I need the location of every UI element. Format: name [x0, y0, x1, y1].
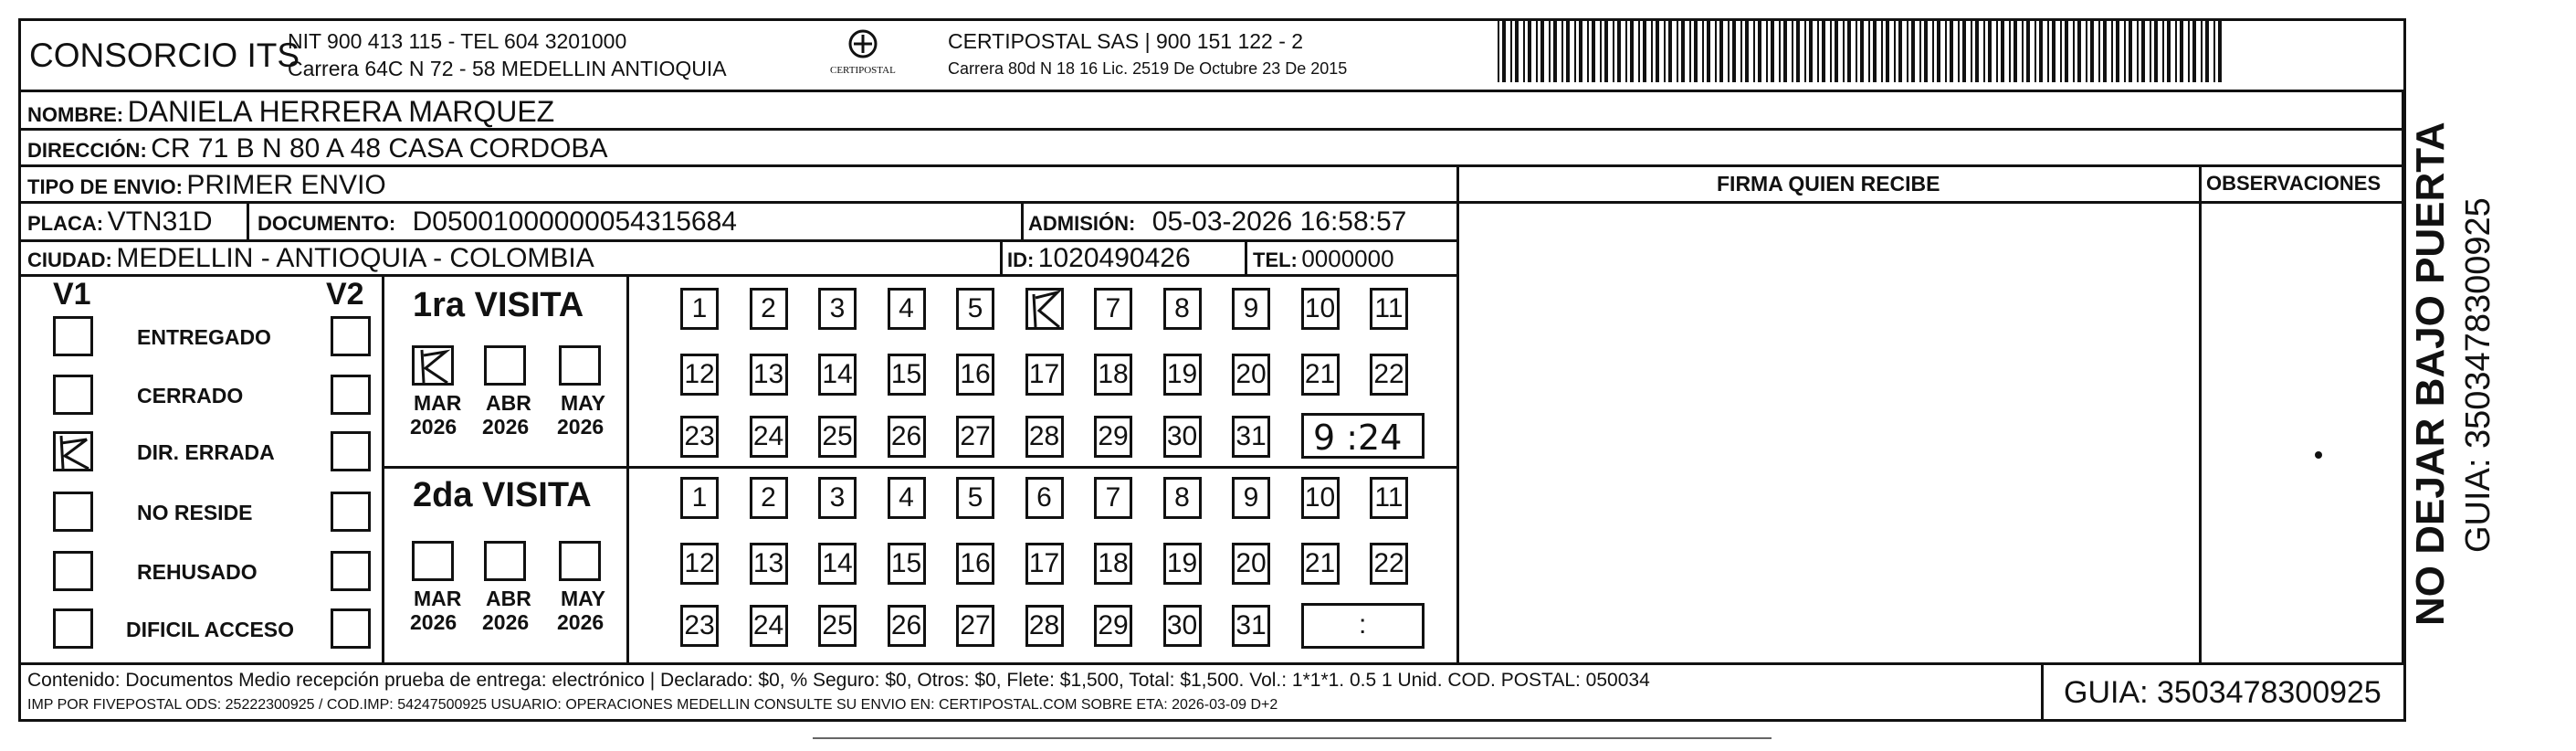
visit1-day-box[interactable]: 28 — [1025, 416, 1064, 458]
status-v2-checkbox[interactable] — [331, 431, 371, 471]
visit1-day-box[interactable]: 27 — [956, 416, 994, 458]
document-label: DOCUMENTO: — [258, 212, 396, 235]
visit2-day-box[interactable]: 27 — [956, 605, 994, 647]
visit2-day-box[interactable]: 8 — [1163, 477, 1202, 519]
visit1-day-box[interactable]: 12 — [680, 354, 719, 396]
visit2-month-label: ABR — [486, 587, 531, 610]
visit2-day-box[interactable]: 5 — [956, 477, 994, 519]
carrier-name: CERTIPOSTAL SAS | 900 151 122 - 2 — [948, 29, 1304, 53]
visit1-day-box[interactable]: 1 — [680, 288, 719, 330]
visit2-title: 2da VISITA — [413, 476, 592, 514]
row-divider — [382, 466, 1456, 469]
visit1-day-box[interactable]: 2 — [750, 288, 788, 330]
id-value: 1020490426 — [1037, 243, 1191, 273]
document-row — [258, 208, 737, 236]
column-divider — [1021, 203, 1024, 239]
status-v2-checkbox[interactable] — [331, 551, 371, 591]
type-row — [27, 172, 386, 199]
row-divider — [18, 128, 2406, 131]
visit2-year-label: 2026 — [557, 610, 605, 634]
status-label: ENTREGADO — [137, 325, 271, 349]
visit2-day-box[interactable]: 20 — [1232, 543, 1270, 585]
row-divider — [18, 274, 1456, 277]
visit2-day-box[interactable]: 6 — [1025, 477, 1064, 519]
visit2-day-box[interactable]: 22 — [1370, 543, 1408, 585]
status-v1-checkbox[interactable] — [53, 551, 93, 591]
visit1-year-label: 2026 — [410, 415, 457, 439]
visit1-month-label: MAR — [414, 391, 462, 415]
visit2-month-checkbox[interactable] — [412, 541, 454, 581]
visit1-day-box[interactable]: 19 — [1163, 354, 1202, 396]
observation-dot — [2315, 451, 2322, 459]
visit2-day-box[interactable]: 7 — [1094, 477, 1132, 519]
certipostal-logo-text: CERTIPOSTAL — [830, 65, 896, 76]
visit1-month-label: MAY — [561, 391, 605, 415]
tel-value: 0000000 — [1301, 245, 1394, 272]
status-v2-checkbox[interactable] — [331, 492, 371, 532]
visit1-day-box[interactable]: 10 — [1301, 288, 1340, 330]
visit2-day-box[interactable]: 21 — [1301, 543, 1340, 585]
tel-row — [1253, 247, 1394, 270]
visit1-day-box[interactable]: 16 — [956, 354, 994, 396]
status-label: DIR. ERRADA — [137, 440, 275, 464]
visit1-day-box[interactable]: 31 — [1232, 416, 1270, 458]
signature-header: FIRMA QUIEN RECIBE — [1717, 172, 1940, 196]
visit1-month-label: ABR — [486, 391, 531, 415]
visit2-month-checkbox[interactable] — [559, 541, 601, 581]
handwritten-check-icon — [1028, 291, 1063, 329]
v2-label: V2 — [326, 277, 364, 312]
handwritten-check-icon — [56, 434, 92, 471]
row-divider — [18, 662, 2406, 665]
company-name: CONSORCIO ITS — [29, 37, 300, 74]
visit2-day-box[interactable]: 2 — [750, 477, 788, 519]
city-row — [27, 245, 594, 272]
name-row — [27, 97, 554, 126]
handwritten-check-icon — [415, 348, 453, 385]
visit1-time-field[interactable] — [1301, 413, 1425, 459]
address-label: DIRECCIÓN: — [27, 139, 147, 162]
status-label: REHUSADO — [137, 560, 258, 584]
side-guia: GUIA: 3503478300925 — [2459, 197, 2497, 553]
carrier-address: Carrera 80d N 18 16 Lic. 2519 De Octubre 23 De 2015 — [948, 59, 1348, 78]
status-v1-checkbox[interactable] — [53, 316, 93, 356]
visit1-day-box[interactable]: 29 — [1094, 416, 1132, 458]
visit2-day-box[interactable]: 15 — [888, 543, 926, 585]
visit1-month-checkbox[interactable] — [412, 345, 454, 386]
visit1-day-box[interactable]: 25 — [818, 416, 857, 458]
visit1-day-box[interactable]: 24 — [750, 416, 788, 458]
no-dejar-warning: NO DEJAR BAJO PUERTA — [2408, 122, 2453, 626]
visit2-day-box[interactable]: 1 — [680, 477, 719, 519]
visit2-day-box[interactable]: 31 — [1232, 605, 1270, 647]
visit1-year-label: 2026 — [557, 415, 605, 439]
visit1-day-box[interactable]: 11 — [1370, 288, 1408, 330]
city-label: CIUDAD: — [27, 249, 112, 271]
visit1-day-box[interactable]: 26 — [888, 416, 926, 458]
id-row — [1007, 245, 1191, 272]
visit2-day-box[interactable]: 12 — [680, 543, 719, 585]
column-divider — [247, 203, 249, 239]
row-divider — [18, 164, 2406, 167]
barcode-icon — [1498, 20, 2228, 82]
column-divider — [2199, 164, 2202, 662]
column-divider — [1456, 164, 1459, 662]
visit1-month-checkbox[interactable] — [484, 345, 526, 386]
footer-print-line: IMP POR FIVEPOSTAL ODS: 25222300925 / COD.IMP: 54247500925 USUARIO: OPERACIONES MEDELLIN CONSULTE SU ENVIO EN: CERTIPOSTAL.COM SOBRE ETA: 2026-03-09 D+2 — [27, 697, 1278, 713]
visit1-day-box[interactable]: 23 — [680, 416, 719, 458]
visit2-day-box[interactable]: 26 — [888, 605, 926, 647]
visit2-day-box[interactable]: 10 — [1301, 477, 1340, 519]
status-label: DIFICIL ACCESO — [126, 618, 295, 641]
status-v1-checkbox[interactable] — [53, 431, 93, 471]
visit1-month-checkbox[interactable] — [559, 345, 601, 386]
visit1-year-label: 2026 — [482, 415, 530, 439]
company-address: Carrera 64C N 72 - 58 MEDELLIN ANTIOQUIA — [288, 57, 727, 80]
plate-label: PLACA: — [27, 212, 104, 235]
row-divider — [1456, 201, 2406, 204]
certipostal-logo-icon — [826, 26, 899, 80]
status-label: NO RESIDE — [137, 501, 253, 524]
visit2-time-value: : — [1359, 609, 1367, 640]
document-value: D05001000000054315684 — [412, 206, 737, 237]
type-label: TIPO DE ENVIO: — [27, 175, 183, 198]
visit1-day-box[interactable]: 4 — [888, 288, 926, 330]
visit1-day-box[interactable]: 17 — [1025, 354, 1064, 396]
visit2-month-checkbox[interactable] — [484, 541, 526, 581]
status-v2-checkbox[interactable] — [331, 608, 371, 649]
shipment-type: PRIMER ENVIO — [186, 170, 386, 200]
visit1-day-box[interactable]: 18 — [1094, 354, 1132, 396]
company-nit: NIT 900 413 115 - TEL 604 3201000 — [288, 29, 627, 53]
admission-value: 05-03-2026 16:58:57 — [1151, 206, 1407, 237]
visit1-day-box[interactable]: 21 — [1301, 354, 1340, 396]
visit2-day-box[interactable]: 19 — [1163, 543, 1202, 585]
status-v1-checkbox[interactable] — [53, 608, 93, 649]
status-v2-checkbox[interactable] — [331, 375, 371, 415]
visit1-day-box[interactable]: 5 — [956, 288, 994, 330]
visit2-month-label: MAY — [561, 587, 605, 610]
visit2-day-box[interactable]: 16 — [956, 543, 994, 585]
row-divider — [18, 239, 1456, 242]
admission-label: ADMISIÓN: — [1028, 212, 1136, 235]
visit2-time-field[interactable] — [1301, 603, 1425, 649]
visit2-day-box[interactable]: 17 — [1025, 543, 1064, 585]
plate-value: VTN31D — [107, 206, 213, 237]
observations-header: OBSERVACIONES — [2206, 172, 2381, 195]
visit1-day-box[interactable]: 22 — [1370, 354, 1408, 396]
visit2-day-box[interactable]: 29 — [1094, 605, 1132, 647]
visit1-day-box[interactable]: 3 — [818, 288, 857, 330]
column-divider — [1000, 239, 1003, 274]
address-row — [27, 135, 607, 163]
visit2-day-box[interactable]: 13 — [750, 543, 788, 585]
column-divider — [2041, 662, 2044, 722]
visit1-day-box[interactable]: 20 — [1232, 354, 1270, 396]
status-v2-checkbox[interactable] — [331, 316, 371, 356]
status-label: CERRADO — [137, 384, 244, 407]
name-label: NOMBRE: — [27, 103, 124, 126]
visit2-day-box[interactable]: 3 — [818, 477, 857, 519]
visit2-day-box[interactable]: 18 — [1094, 543, 1132, 585]
visit1-day-box[interactable]: 13 — [750, 354, 788, 396]
visit1-day-box[interactable]: 30 — [1163, 416, 1202, 458]
visit1-day-box[interactable]: 8 — [1163, 288, 1202, 330]
visit2-month-label: MAR — [414, 587, 462, 610]
visit2-day-box[interactable]: 24 — [750, 605, 788, 647]
visit2-day-box[interactable]: 28 — [1025, 605, 1064, 647]
footer-contents: Contenido: Documentos Medio recepción prueba de entrega: electrónico | Declarado: $0, % Seguro: $0, Otros: $0, Flete: $1,500, Total: $1,500. Vol.: 1*1*1. 0.5 1 Unid. COD. POSTAL: 050034 — [27, 670, 1650, 691]
admission-row — [1028, 208, 1406, 236]
visit2-year-label: 2026 — [482, 610, 530, 634]
visit1-title: 1ra VISITA — [413, 286, 584, 324]
visit1-day-box[interactable] — [1025, 288, 1064, 330]
visit2-day-box[interactable]: 4 — [888, 477, 926, 519]
plate-row — [27, 208, 213, 236]
visit1-day-box[interactable]: 15 — [888, 354, 926, 396]
recipient-address: CR 71 B N 80 A 48 CASA CORDOBA — [151, 133, 608, 164]
visit1-time-value: 9 :24 — [1313, 418, 1403, 458]
visit2-day-box[interactable]: 14 — [818, 543, 857, 585]
visit2-day-box[interactable]: 9 — [1232, 477, 1270, 519]
visit2-day-box[interactable]: 11 — [1370, 477, 1408, 519]
recipient-name: DANIELA HERRERA MARQUEZ — [127, 95, 555, 128]
visit1-day-box[interactable]: 7 — [1094, 288, 1132, 330]
row-divider — [18, 90, 2406, 92]
column-divider — [2402, 90, 2404, 662]
status-v1-checkbox[interactable] — [53, 492, 93, 532]
city-value: MEDELLIN - ANTIOQUIA - COLOMBIA — [116, 243, 594, 273]
visit1-day-box[interactable]: 9 — [1232, 288, 1270, 330]
column-divider — [1245, 239, 1247, 274]
visit2-day-box[interactable]: 30 — [1163, 605, 1202, 647]
status-v1-checkbox[interactable] — [53, 375, 93, 415]
tel-label: TEL: — [1253, 249, 1298, 271]
v1-label: V1 — [53, 277, 91, 312]
visit2-day-box[interactable]: 23 — [680, 605, 719, 647]
footer-guia: GUIA: 3503478300925 — [2064, 675, 2381, 710]
id-label: ID: — [1007, 249, 1035, 271]
visit1-day-box[interactable]: 14 — [818, 354, 857, 396]
visit2-year-label: 2026 — [410, 610, 457, 634]
visit2-day-box[interactable]: 25 — [818, 605, 857, 647]
page-edge-line — [813, 737, 1772, 739]
